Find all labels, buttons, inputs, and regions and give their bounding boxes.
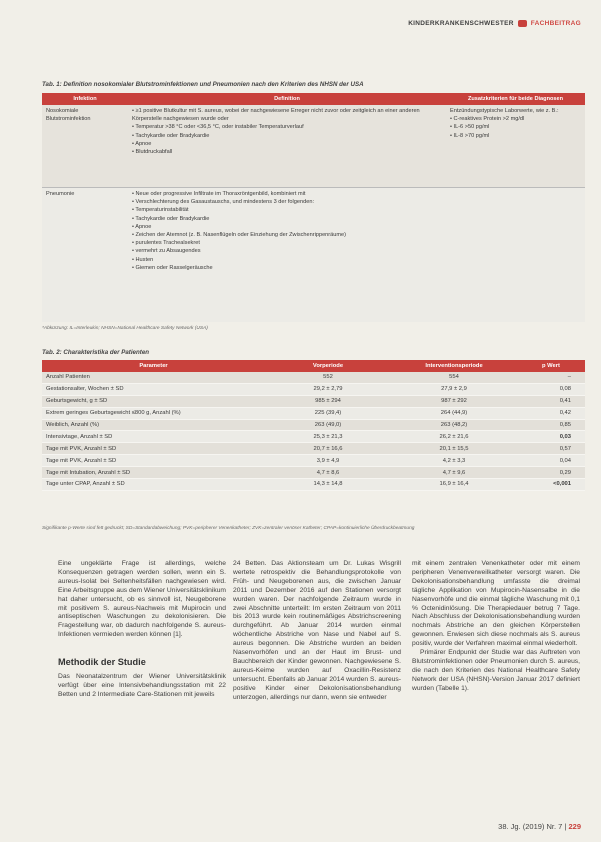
section-heading: Methodik der Studie (58, 657, 146, 668)
table-row (42, 479, 585, 491)
table-row (42, 467, 585, 479)
intervention-cell: 26,2 ± 21,6 (391, 431, 517, 443)
extra-intro: Entzündungstypische Laborwerte, wie z. B.: (450, 108, 559, 114)
intervention-cell: 263 (48,2) (391, 419, 517, 431)
p-value-cell: 0,03 (517, 431, 585, 443)
intervention-cell: 20,1 ± 15,5 (391, 443, 517, 455)
p-value-cell: – (517, 372, 585, 383)
parameter-cell: Intensivtage, Anzahl ± SD (42, 431, 265, 443)
page-footer (498, 822, 581, 831)
definition-item: • Apnoe (132, 223, 442, 231)
baseline-cell: 29,2 ± 2,79 (265, 383, 391, 395)
paragraph: Primärer Endpunkt der Studie war das Auftreten von Blutstrominfektionen oder Pneumonien durch S. aureus, die nach den Kriterien des National Healthcare Safety Network der USA (NHSN)-Version Januar 2017 definiert wurden (Tabelle 1). (412, 649, 580, 692)
paragraph: mit einem zentralen Venenkatheter oder mit einem peripheren Venenverweilkatheter versorgt waren. Die Dekolonisationsbehandlung umfasste die dreimal tägliche Applikation von Mupirocin-Nasensalbe in die Nasenvorhöfe und die einmal tägliche Waschung mit 0,1 % Octenidinlösung. Die Therapiedauer betrug 7 Tage. Nach Abschluss der Dekolonisationsbehandlung wurden nochmals Abstriche an den gleichen Körperstellen gewonnen. Erwiesen sich diese nochmals als S. aureus positiv, wurde der Verfahren maximal einmal wiederholt. (412, 560, 580, 648)
intervention-cell: 264 (44,9) (391, 407, 517, 419)
p-value-cell: 0,08 (517, 383, 585, 395)
table2 (42, 360, 585, 491)
text-column-2 (233, 560, 401, 703)
p-value-cell: 0,41 (517, 395, 585, 407)
parameter-cell: Tage mit PVK, Anzahl ± SD (42, 455, 265, 467)
definition-cell (128, 188, 446, 323)
table2-header: Interventionsperiode (391, 360, 517, 372)
baseline-cell: 3,9 ± 4,9 (265, 455, 391, 467)
page-number: 229 (568, 822, 581, 831)
p-value-cell: 0,57 (517, 443, 585, 455)
intervention-cell: 4,2 ± 3,3 (391, 455, 517, 467)
table-row (42, 443, 585, 455)
parameter-cell: Gestationsalter, Wochen ± SD (42, 383, 265, 395)
definition-item: • Blutdruckabfall (132, 148, 442, 156)
intervention-cell: 16,9 ± 16,4 (391, 479, 517, 491)
text-column-1 (58, 560, 226, 700)
table1 (42, 93, 585, 322)
intervention-cell: 554 (391, 372, 517, 383)
parameter-cell: Geburtsgewicht, g ± SD (42, 395, 265, 407)
baseline-cell: 4,7 ± 8,6 (265, 467, 391, 479)
table-row (42, 431, 585, 443)
paragraph: Das Neonatalzentrum der Wiener Universitätsklinik verfügt über eine Intensivbehandlungsstation mit 22 Betten und 2 Intermediate Care-Stationen mit jeweils (58, 673, 226, 698)
baseline-cell: 225 (39,4) (265, 407, 391, 419)
p-value-cell: 0,85 (517, 419, 585, 431)
table-row (42, 105, 585, 188)
baseline-cell: 263 (49,0) (265, 419, 391, 431)
parameter-cell: Tage mit PVK, Anzahl ± SD (42, 443, 265, 455)
text-column-3 (412, 560, 580, 694)
definition-item: • Husten (132, 256, 442, 264)
table-row (42, 455, 585, 467)
definition-item: • Tachykardie oder Bradykardie (132, 132, 442, 140)
journal-header (408, 20, 581, 27)
parameter-cell: Extrem geringes Geburtsgewicht ≤800 g, Anzahl (%) (42, 407, 265, 419)
extra-item: • IL-6 >50 pg/ml (450, 123, 581, 131)
table1-header: Infektion (42, 93, 128, 105)
definition-item: • Temperaturinstabilität (132, 206, 442, 214)
journal-name: KINDERKRANKENSCHWESTER (408, 20, 514, 27)
definition-cell (128, 105, 446, 188)
p-value-cell: 0,04 (517, 455, 585, 467)
extra-cell (446, 105, 585, 188)
definition-item: • Apnoe (132, 140, 442, 148)
table-row (42, 395, 585, 407)
issue-info: 38. Jg. (2019) Nr. 7 | (498, 822, 567, 831)
definition-item: • Zeichen der Atemnot (z. B. Nasenflügeln oder Einziehung der Zwischenrippenräume) (132, 231, 442, 239)
extra-item: • IL-8 >70 pg/ml (450, 132, 581, 140)
table2-header: Parameter (42, 360, 265, 372)
definition-item: • ≥1 positive Blutkultur mit S. aureus, wobei der nachgewiesene Erreger nicht zuvor oder zeitgleich an einer anderen Körperstelle nachgewiesen wurde oder (132, 107, 442, 123)
definition-item: • vermehrt zu Absaugendes (132, 247, 442, 255)
definition-item: • Tachykardie oder Bradykardie (132, 215, 442, 223)
journal-logo-icon (518, 20, 527, 27)
table2-header: Vorperiode (265, 360, 391, 372)
table2-body (42, 372, 585, 490)
parameter-cell: Tage unter CPAP, Anzahl ± SD (42, 479, 265, 491)
table1-footnote: *Abkürzung: IL=Interleukin; NHSN=National Healthcare Safety Network (USA) (42, 326, 208, 331)
definition-item: • purulentes Trachealsekret (132, 239, 442, 247)
parameter-cell: Tage mit Intubation, Anzahl ± SD (42, 467, 265, 479)
extra-item: • C-reaktives Protein >2 mg/dl (450, 115, 581, 123)
baseline-cell: 25,3 ± 21,3 (265, 431, 391, 443)
table2-header: p Wert (517, 360, 585, 372)
section-label: FACHBEITRAG (530, 20, 581, 27)
paragraph: 24 Betten. Das Aktionsteam um Dr. Lukas Wisgrill wertete retrospektiv die Behandlungsprotokolle von Früh- und Neugeborenen aus, die zwischen Januar 2011 und Dezember 2016 auf den Stationen versorgt wurden waren. Der nachfolgende Zeitraum wurde in zwei Abschnitte unterteilt: Im ersten Zeitraum von 2011 bis 2013 wurde kein routinemäßiges Abstrichscreening durchgeführt. Ab Januar 2014 wurden einmal wöchentliche Abstriche von Nase und Nabel auf S. aureus begonnen. Die Abstriche wurden an beiden Nasenvorhöfen und an der Haut im Brust- und Bauchbereich der Kinder gewonnen. Nachgewiesene S. aureus-Keime wurden auf Oxacillin-Resistenz untersucht. Ebenfalls ab Januar 2014 wurden S. aureus-positive Kinder einer Dekolonisationsbehandlung unterzogen, allerdings nur dann, wenn sie entweder (233, 560, 401, 701)
infection-name: Pneumonie (42, 188, 128, 323)
parameter-cell: Weiblich, Anzahl (%) (42, 419, 265, 431)
p-value-cell: 0,29 (517, 467, 585, 479)
table1-header: Zusatzkriterien für beide Diagnosen (446, 93, 585, 105)
definition-item: • Temperatur >38 °C oder <36,5 °C, oder instabiler Temperaturverlauf (132, 123, 442, 131)
infection-name: Nosokomiale Blutstrominfektion (42, 105, 128, 188)
table1-header: Definition (128, 93, 446, 105)
table-row (42, 188, 585, 323)
parameter-cell: Anzahl Patienten (42, 372, 265, 383)
table-row (42, 419, 585, 431)
p-value-cell: 0,42 (517, 407, 585, 419)
paragraph: Eine ungeklärte Frage ist allerdings, welche Konsequenzen getragen werden sollen, wenn ein S. aureus-Isolat bei Seltenheitsfällen nachgewiesen wird. Eine Arbeitsgruppe aus dem Wiener Universitätsklinikum hat daher untersucht, ob es sinnvoll ist, Neugeborene mit positivem S. aureus-Nachweis mit Mupirocin und antiseptischen Waschungen zu dekolonisieren. Die Fragestellung war, ob dadurch nachfolgende S. aureus-Infektionen vermieden werden können [1]. (58, 560, 227, 639)
baseline-cell: 985 ± 294 (265, 395, 391, 407)
table-row (42, 383, 585, 395)
baseline-cell: 20,7 ± 16,6 (265, 443, 391, 455)
table-row (42, 372, 585, 383)
table2-footnote: Signifikante p-Werte sind fett gedruckt; SD=Standardabweichung; PVK=peripherer Venenkatheter; ZVK=zentraler venöser Katheter; CPAP=kontinuierliche Überdruckbeatmung (42, 526, 415, 531)
table2-caption: Tab. 2: Charakteristika der Patienten (42, 349, 150, 356)
extra-cell (446, 188, 585, 323)
baseline-cell: 552 (265, 372, 391, 383)
table1-caption: Tab. 1: Definition nosokomialer Blutstrominfektionen und Pneumonien nach den Kriterien des NHSN der USA (42, 81, 364, 88)
definition-item: • Giemen oder Rasselgeräusche (132, 264, 442, 272)
table-row (42, 407, 585, 419)
baseline-cell: 14,3 ± 14,8 (265, 479, 391, 491)
intervention-cell: 987 ± 292 (391, 395, 517, 407)
p-value-cell: <0,001 (517, 479, 585, 491)
definition-item: • Verschlechterung des Gasaustauschs, und mindestens 3 der folgenden: (132, 198, 442, 206)
intervention-cell: 4,7 ± 9,6 (391, 467, 517, 479)
definition-item: • Neue oder progressive Infiltrate im Thoraxröntgenbild, kombiniert mit (132, 190, 442, 198)
intervention-cell: 27,9 ± 2,9 (391, 383, 517, 395)
